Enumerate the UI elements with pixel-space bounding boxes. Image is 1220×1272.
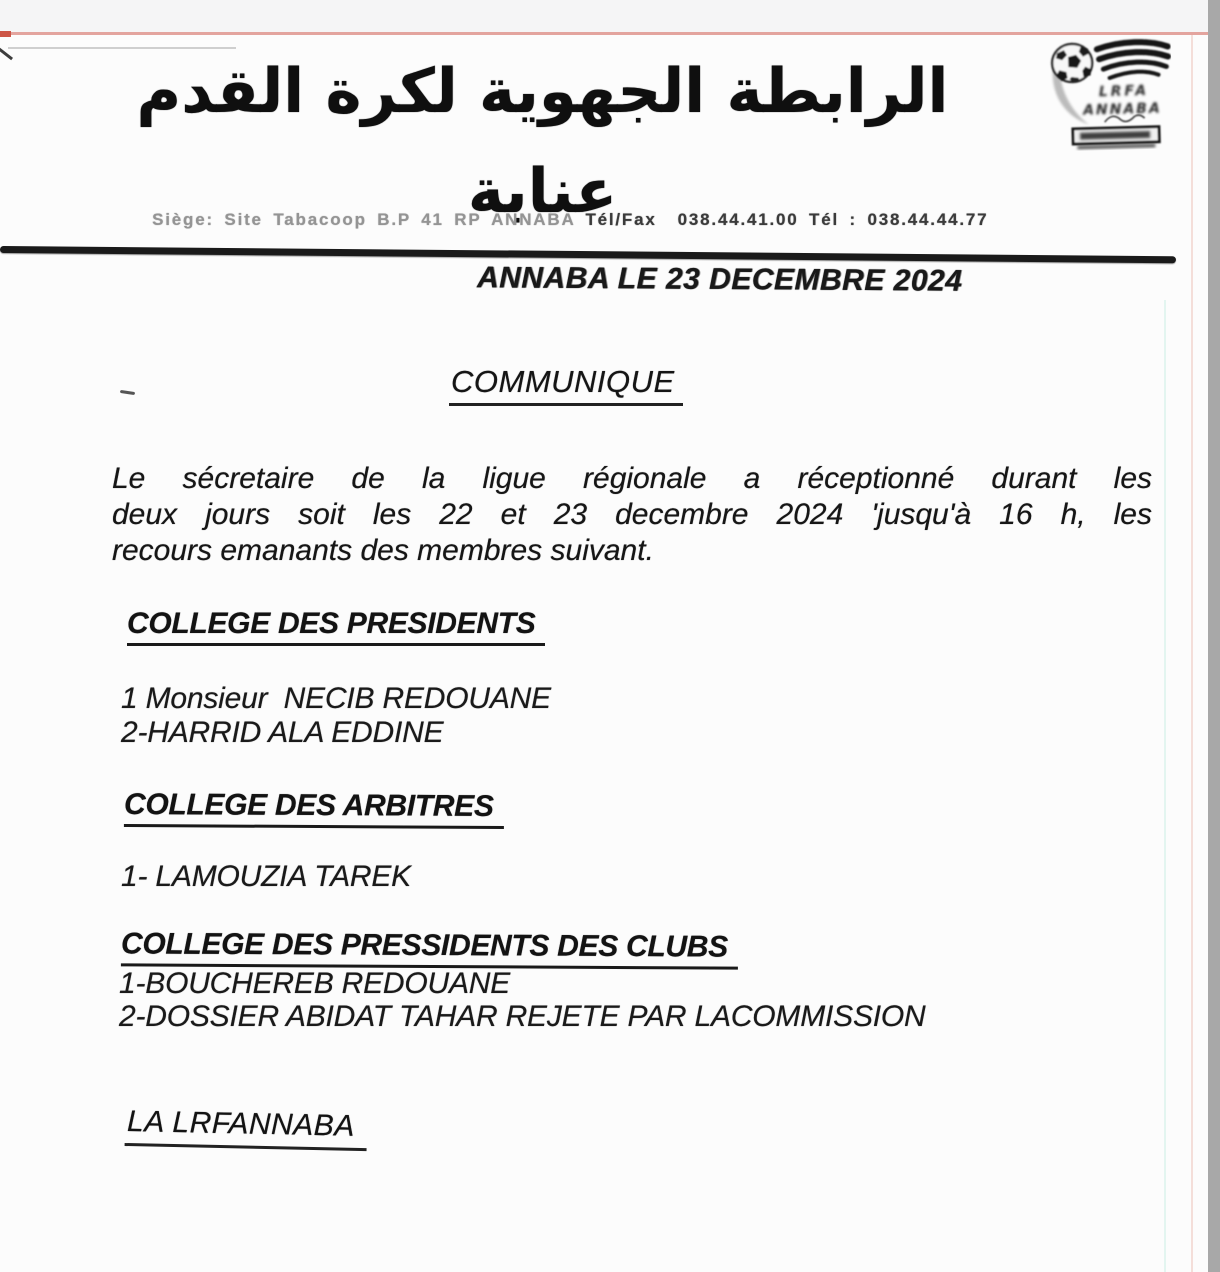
stamp-stripes xyxy=(1097,41,1169,78)
body-line: deux jours soit les 22 et 23 decembre 2024 'jusqu'à 16 h, les xyxy=(112,498,1152,531)
body-paragraph xyxy=(112,461,1152,569)
scan-edge-red-chip xyxy=(0,31,11,37)
section-title-presidents: COLLEGE DES PRESIDENTS xyxy=(127,607,545,646)
list-item: 1 Monsieur NECIB REDOUANE xyxy=(121,682,551,715)
communique-heading: COMMUNIQUE xyxy=(449,364,683,406)
stamp-text xyxy=(1081,83,1161,119)
scan-right-margin xyxy=(1208,0,1220,1272)
address-label: Siège: Site Tabacoop B.P 41 RP ANNABA xyxy=(152,210,586,229)
body-line: Le sécretaire de la ligue régionale a réceptionné durant les xyxy=(112,462,1152,495)
scan-edge-pink-line xyxy=(0,32,1208,35)
football-league-stamp-icon xyxy=(1045,36,1174,151)
soccer-ball-icon xyxy=(1052,43,1093,83)
signature-line: LA LRFANNABA xyxy=(125,1105,368,1151)
paper-right-edge-line xyxy=(1191,35,1193,1272)
section-title-arbitres: COLLEGE DES ARBITRES xyxy=(124,788,504,829)
body-line: recours emanants des membres suivant. xyxy=(112,534,654,567)
svg-text:ANNABA: ANNABA xyxy=(1082,100,1162,119)
scan-top-margin xyxy=(0,0,1220,32)
list-item: 2-DOSSIER ABIDAT TAHAR REJETE PAR LACOMMISSION xyxy=(119,1000,926,1033)
list-item: 2-HARRID ALA EDDINE xyxy=(121,716,444,749)
stamp-banner xyxy=(1073,127,1160,150)
address-line xyxy=(110,190,1110,250)
scan-streak-line xyxy=(1164,300,1166,1272)
league-title-arabic: الرابطة الجهوية لكرة القدم عنابة xyxy=(136,56,949,227)
list-item: 1- LAMOUZIA TAREK xyxy=(121,860,411,893)
scan-artifact-dash xyxy=(120,390,135,395)
date-line: ANNABA LE 23 DECEMBRE 2024 xyxy=(476,261,963,298)
svg-text:LRFA: LRFA xyxy=(1098,82,1150,101)
list-item: 1-BOUCHEREB REDOUANE xyxy=(119,967,511,1000)
section-title-presidents-clubs: COLLEGE DES PRESSIDENTS DES CLUBS xyxy=(121,927,738,969)
address-phones: Tél/Fax 038.44.41.00 Tél : 038.44.44.77 xyxy=(585,210,989,229)
